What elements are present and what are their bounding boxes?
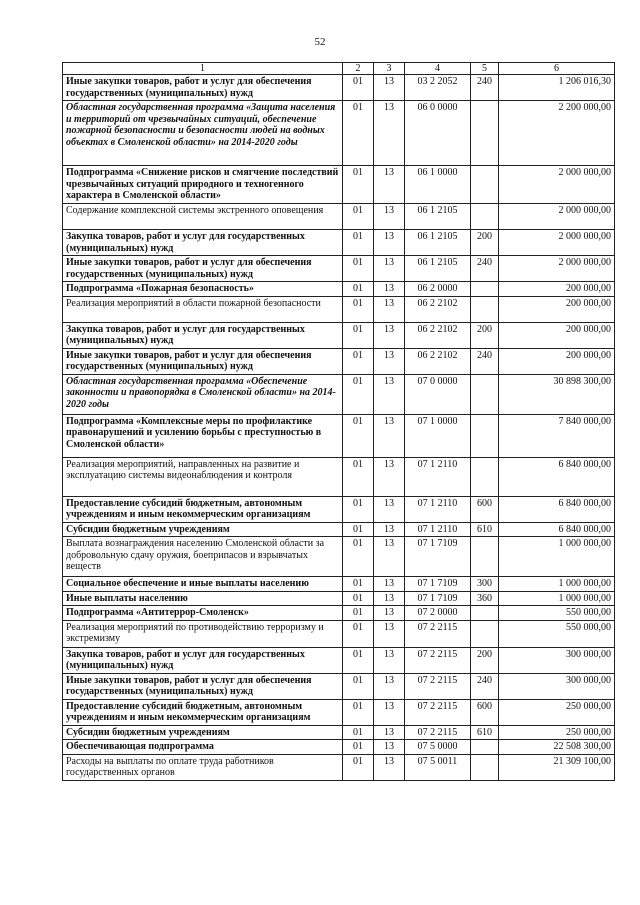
subsection-code: 13 [374, 322, 405, 348]
table-row [63, 673, 615, 699]
table-row [63, 230, 615, 256]
section-code: 01 [343, 230, 374, 256]
subsection-code: 13 [374, 282, 405, 297]
amount: 250 000,00 [499, 699, 615, 725]
target-article-code: 06 2 0000 [405, 282, 471, 297]
expense-type-code [471, 606, 499, 621]
table-row [63, 754, 615, 780]
row-name: Выплата вознаграждения населению Смоленской области за добровольную сдачу оружия, боеприпасов и взрывчатых веществ [63, 537, 343, 577]
expense-type-code [471, 537, 499, 577]
amount: 200 000,00 [499, 296, 615, 322]
table-row [63, 740, 615, 755]
amount: 550 000,00 [499, 606, 615, 621]
row-name: Закупка товаров, работ и услуг для государственных (муниципальных) нужд [63, 322, 343, 348]
amount: 300 000,00 [499, 647, 615, 673]
table-row [63, 204, 615, 230]
subsection-code: 13 [374, 673, 405, 699]
subsection-code: 13 [374, 591, 405, 606]
row-name: Подпрограмма «Пожарная безопасность» [63, 282, 343, 297]
expense-type-code [471, 374, 499, 414]
amount: 6 840 000,00 [499, 496, 615, 522]
column-header: 2 [343, 63, 374, 75]
table-row [63, 75, 615, 101]
expense-type-code [471, 457, 499, 496]
table-row [63, 522, 615, 537]
column-header: 4 [405, 63, 471, 75]
table-row [63, 101, 615, 166]
row-name: Социальное обеспечение и иные выплаты населению [63, 577, 343, 592]
amount: 250 000,00 [499, 725, 615, 740]
row-name: Подпрограмма «Снижение рисков и смягчение последствий чрезвычайных ситуаций природного и техногенного характера в Смоленской области» [63, 166, 343, 204]
row-name: Подпрограмма «Антитеррор-Смоленск» [63, 606, 343, 621]
section-code: 01 [343, 699, 374, 725]
target-article-code: 06 2 2102 [405, 348, 471, 374]
section-code: 01 [343, 673, 374, 699]
table-row [63, 166, 615, 204]
section-code: 01 [343, 606, 374, 621]
row-name: Реализация мероприятий по противодействию терроризму и экстремизму [63, 620, 343, 647]
expense-type-code: 610 [471, 522, 499, 537]
row-name: Закупка товаров, работ и услуг для государственных (муниципальных) нужд [63, 230, 343, 256]
row-name: Субсидии бюджетным учреждениям [63, 725, 343, 740]
row-name: Иные закупки товаров, работ и услуг для обеспечения государственных (муниципальных) нужд [63, 256, 343, 282]
subsection-code: 13 [374, 606, 405, 621]
row-name: Областная государственная программа «Защита населения и территорий от чрезвычайных ситуаций, обеспечение пожарной безопасности и безопасности людей на водных объектах в Смоленской области» на 2014-2020 годы [63, 101, 343, 166]
table-row [63, 256, 615, 282]
section-code: 01 [343, 537, 374, 577]
target-article-code: 07 5 0000 [405, 740, 471, 755]
subsection-code: 13 [374, 457, 405, 496]
expense-type-code [471, 282, 499, 297]
table-row [63, 606, 615, 621]
page-number: 52 [314, 36, 326, 48]
expense-type-code: 600 [471, 496, 499, 522]
section-code: 01 [343, 457, 374, 496]
target-article-code: 06 1 2105 [405, 204, 471, 230]
table-row [63, 537, 615, 577]
target-article-code: 06 1 2105 [405, 256, 471, 282]
table-row [63, 577, 615, 592]
target-article-code: 06 0 0000 [405, 101, 471, 166]
amount: 2 000 000,00 [499, 256, 615, 282]
table-row [63, 647, 615, 673]
subsection-code: 13 [374, 522, 405, 537]
row-name: Иные закупки товаров, работ и услуг для обеспечения государственных (муниципальных) нужд [63, 348, 343, 374]
target-article-code: 07 1 2110 [405, 496, 471, 522]
expense-type-code [471, 620, 499, 647]
expense-type-code: 240 [471, 75, 499, 101]
expense-type-code: 200 [471, 230, 499, 256]
table-row [63, 496, 615, 522]
amount: 1 000 000,00 [499, 591, 615, 606]
row-name: Иные закупки товаров, работ и услуг для обеспечения государственных (муниципальных) нужд [63, 75, 343, 101]
target-article-code: 06 1 0000 [405, 166, 471, 204]
table-row [63, 374, 615, 414]
expense-type-code: 240 [471, 673, 499, 699]
target-article-code: 07 1 0000 [405, 414, 471, 457]
section-code: 01 [343, 754, 374, 780]
row-name: Иные выплаты населению [63, 591, 343, 606]
budget-table [62, 62, 615, 781]
expense-type-code: 360 [471, 591, 499, 606]
target-article-code: 07 1 2110 [405, 457, 471, 496]
subsection-code: 13 [374, 296, 405, 322]
target-article-code: 06 2 2102 [405, 322, 471, 348]
target-article-code: 07 1 2110 [405, 522, 471, 537]
row-name: Подпрограмма «Комплексные меры по профилактике правонарушений и усилению борьбы с преступностью в Смоленской области» [63, 414, 343, 457]
target-article-code: 07 1 7109 [405, 537, 471, 577]
section-code: 01 [343, 577, 374, 592]
amount: 7 840 000,00 [499, 414, 615, 457]
table-row [63, 322, 615, 348]
expense-type-code [471, 101, 499, 166]
table-row [63, 282, 615, 297]
subsection-code: 13 [374, 496, 405, 522]
target-article-code: 07 2 2115 [405, 699, 471, 725]
target-article-code: 03 2 2052 [405, 75, 471, 101]
column-header: 1 [63, 63, 343, 75]
target-article-code: 06 2 2102 [405, 296, 471, 322]
column-header-row [63, 63, 615, 75]
amount: 1 000 000,00 [499, 577, 615, 592]
table-row [63, 414, 615, 457]
row-name: Реализация мероприятий в области пожарной безопасности [63, 296, 343, 322]
expense-type-code [471, 166, 499, 204]
section-code: 01 [343, 374, 374, 414]
row-name: Реализация мероприятий, направленных на развитие и эксплуатацию системы видеонаблюдения и контроля [63, 457, 343, 496]
amount: 2 000 000,00 [499, 166, 615, 204]
target-article-code: 07 2 2115 [405, 647, 471, 673]
amount: 2 000 000,00 [499, 204, 615, 230]
amount: 21 309 100,00 [499, 754, 615, 780]
amount: 200 000,00 [499, 282, 615, 297]
expense-type-code: 240 [471, 348, 499, 374]
section-code: 01 [343, 522, 374, 537]
subsection-code: 13 [374, 256, 405, 282]
subsection-code: 13 [374, 348, 405, 374]
subsection-code: 13 [374, 75, 405, 101]
table-row [63, 591, 615, 606]
section-code: 01 [343, 496, 374, 522]
amount: 2 200 000,00 [499, 101, 615, 166]
subsection-code: 13 [374, 230, 405, 256]
amount: 6 840 000,00 [499, 522, 615, 537]
subsection-code: 13 [374, 537, 405, 577]
amount: 550 000,00 [499, 620, 615, 647]
expense-type-code: 300 [471, 577, 499, 592]
section-code: 01 [343, 591, 374, 606]
target-article-code: 07 0 0000 [405, 374, 471, 414]
amount: 200 000,00 [499, 322, 615, 348]
amount: 1 000 000,00 [499, 537, 615, 577]
row-name: Закупка товаров, работ и услуг для государственных (муниципальных) нужд [63, 647, 343, 673]
amount: 22 508 300,00 [499, 740, 615, 755]
table-row [63, 725, 615, 740]
section-code: 01 [343, 740, 374, 755]
target-article-code: 07 2 2115 [405, 673, 471, 699]
subsection-code: 13 [374, 166, 405, 204]
row-name: Обеспечивающая подпрограмма [63, 740, 343, 755]
section-code: 01 [343, 282, 374, 297]
amount: 2 000 000,00 [499, 230, 615, 256]
row-name: Содержание комплексной системы экстренного оповещения [63, 204, 343, 230]
table-row [63, 348, 615, 374]
expense-type-code [471, 740, 499, 755]
column-header: 5 [471, 63, 499, 75]
expense-type-code: 610 [471, 725, 499, 740]
section-code: 01 [343, 296, 374, 322]
target-article-code: 07 5 0011 [405, 754, 471, 780]
section-code: 01 [343, 101, 374, 166]
target-article-code: 07 2 2115 [405, 725, 471, 740]
subsection-code: 13 [374, 414, 405, 457]
expense-type-code [471, 204, 499, 230]
section-code: 01 [343, 204, 374, 230]
expense-type-code: 200 [471, 322, 499, 348]
subsection-code: 13 [374, 620, 405, 647]
amount: 300 000,00 [499, 673, 615, 699]
section-code: 01 [343, 322, 374, 348]
target-article-code: 07 2 0000 [405, 606, 471, 621]
expense-type-code: 240 [471, 256, 499, 282]
row-name: Расходы на выплаты по оплате труда работников государственных органов [63, 754, 343, 780]
section-code: 01 [343, 725, 374, 740]
subsection-code: 13 [374, 577, 405, 592]
row-name: Предоставление субсидий бюджетным, автономным учреждениям и иным некоммерческим организациям [63, 699, 343, 725]
table-row [63, 699, 615, 725]
table-row [63, 620, 615, 647]
subsection-code: 13 [374, 699, 405, 725]
subsection-code: 13 [374, 204, 405, 230]
target-article-code: 07 1 7109 [405, 577, 471, 592]
section-code: 01 [343, 414, 374, 457]
section-code: 01 [343, 348, 374, 374]
target-article-code: 06 1 2105 [405, 230, 471, 256]
amount: 30 898 300,00 [499, 374, 615, 414]
expense-type-code: 200 [471, 647, 499, 673]
section-code: 01 [343, 75, 374, 101]
table-row [63, 457, 615, 496]
subsection-code: 13 [374, 754, 405, 780]
expense-type-code: 600 [471, 699, 499, 725]
column-header: 6 [499, 63, 615, 75]
subsection-code: 13 [374, 101, 405, 166]
section-code: 01 [343, 620, 374, 647]
column-header: 3 [374, 63, 405, 75]
row-name: Субсидии бюджетным учреждениям [63, 522, 343, 537]
amount: 6 840 000,00 [499, 457, 615, 496]
subsection-code: 13 [374, 725, 405, 740]
row-name: Предоставление субсидий бюджетным, автономным учреждениям и иным некоммерческим организациям [63, 496, 343, 522]
target-article-code: 07 1 7109 [405, 591, 471, 606]
target-article-code: 07 2 2115 [405, 620, 471, 647]
expense-type-code [471, 754, 499, 780]
subsection-code: 13 [374, 740, 405, 755]
table-row [63, 296, 615, 322]
row-name: Иные закупки товаров, работ и услуг для обеспечения государственных (муниципальных) нужд [63, 673, 343, 699]
row-name: Областная государственная программа «Обеспечение законности и правопорядка в Смоленской области» на 2014-2020 годы [63, 374, 343, 414]
expense-type-code [471, 296, 499, 322]
section-code: 01 [343, 166, 374, 204]
subsection-code: 13 [374, 647, 405, 673]
expense-type-code [471, 414, 499, 457]
section-code: 01 [343, 256, 374, 282]
amount: 200 000,00 [499, 348, 615, 374]
section-code: 01 [343, 647, 374, 673]
subsection-code: 13 [374, 374, 405, 414]
amount: 1 206 016,30 [499, 75, 615, 101]
